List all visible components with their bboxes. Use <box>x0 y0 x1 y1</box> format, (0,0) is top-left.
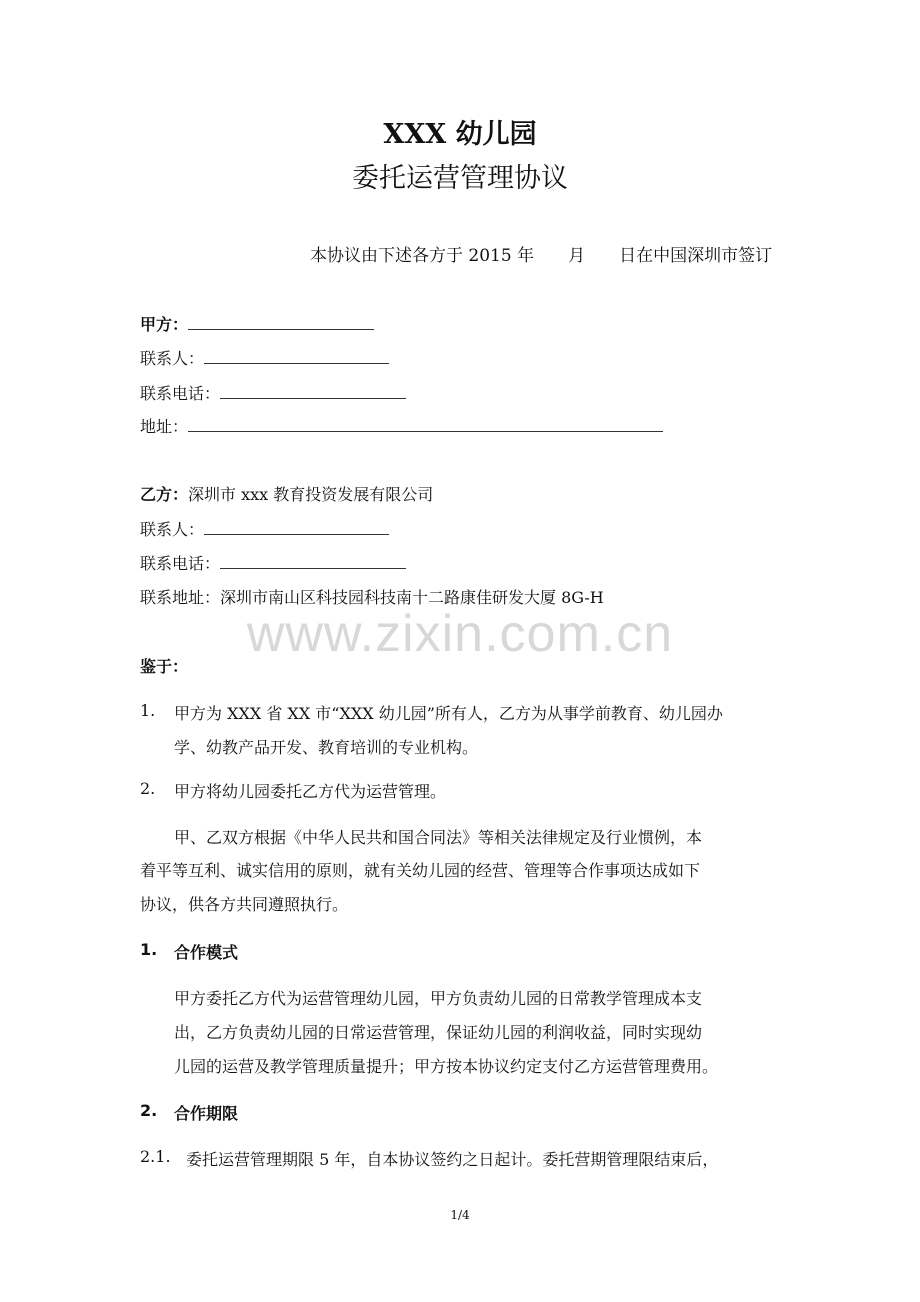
section-1-num: 1. <box>140 940 158 959</box>
party-b-line <box>140 482 433 505</box>
party-a-phone-line <box>140 381 406 404</box>
party-a-line <box>140 312 374 335</box>
party-a-address-blank[interactable] <box>188 417 663 432</box>
party-a-contact-line <box>140 346 389 369</box>
party-a-contact-blank[interactable] <box>204 349 389 364</box>
party-a-name-blank[interactable] <box>188 315 374 330</box>
party-b-label: 乙方： <box>140 485 189 504</box>
party-b-address: 深圳市南山区科技园科技南十二路康佳研发大厦 8G-H <box>220 588 604 607</box>
whereas-heading: 鉴于： <box>140 657 189 676</box>
party-a-address-line <box>140 414 663 437</box>
party-b-contact-blank[interactable] <box>204 520 389 535</box>
party-a-phone-label: 联系电话： <box>140 384 221 403</box>
party-b-name: 深圳市 xxx 教育投资发展有限公司 <box>188 485 434 504</box>
party-b-contact-label: 联系人： <box>140 520 205 539</box>
watermark: www.zixin.com.cn <box>246 605 674 663</box>
party-b-phone-label: 联系电话： <box>140 554 221 573</box>
signing-month: 月 <box>568 246 586 266</box>
section-2-item-1-text: 委托运营管理期限 5 年，自本协议签约之日起计。委托营期管理限结束后， <box>186 1150 719 1169</box>
section-1-line-2: 出，乙方负责幼儿园的日常运营管理，保证幼儿园的利润收益，同时实现幼 <box>174 1023 703 1042</box>
section-1-heading: 合作模式 <box>174 943 239 962</box>
whereas-paragraph-line-2: 着平等互利、诚实信用的原则，就有关幼儿园的经营、管理等合作事项达成如下 <box>140 861 701 880</box>
signing-statement <box>310 241 772 266</box>
whereas-item-2-num: 2. <box>140 779 156 798</box>
document-title: XXX 幼儿园 <box>383 119 537 150</box>
document-subtitle: 委托运营管理协议 <box>352 163 568 194</box>
party-b-contact-line <box>140 517 389 540</box>
whereas-paragraph-line-1: 甲、乙双方根据《中华人民共和国合同法》等相关法律规定及行业惯例，本 <box>174 828 703 847</box>
party-b-address-label: 联系地址： <box>140 588 221 607</box>
section-2-num: 2. <box>140 1101 158 1120</box>
party-b-phone-blank[interactable] <box>220 554 406 569</box>
signing-part1: 本协议由下述各方于 2015 年 <box>310 246 535 266</box>
party-a-address-label: 地址： <box>140 417 189 436</box>
section-2-heading: 合作期限 <box>174 1104 239 1123</box>
party-a-phone-blank[interactable] <box>220 384 406 399</box>
section-1-line-1: 甲方委托乙方代为运营管理幼儿园，甲方负责幼儿园的日常教学管理成本支 <box>174 989 703 1008</box>
whereas-item-1-line1: 甲方为 XXX 省 XX 市“XXX 幼儿园”所有人，乙方为从事学前教育、幼儿园办 <box>174 704 723 723</box>
section-1-line-3: 儿园的运营及教学管理质量提升；甲方按本协议约定支付乙方运营管理费用。 <box>174 1057 719 1076</box>
signing-part2: 日在中国深圳市签订 <box>619 246 773 266</box>
whereas-item-1-num: 1. <box>140 701 156 720</box>
whereas-item-2-line1: 甲方将幼儿园委托乙方代为运营管理。 <box>174 782 447 801</box>
whereas-paragraph-line-3: 协议，供各方共同遵照执行。 <box>140 895 349 914</box>
party-a-contact-label: 联系人： <box>140 349 205 368</box>
whereas-item-1-line2: 学、幼教产品开发、教育培训的专业机构。 <box>174 738 479 757</box>
party-b-phone-line <box>140 551 406 574</box>
party-a-label: 甲方： <box>140 315 189 334</box>
page-number: 1/4 <box>450 1208 470 1222</box>
section-2-item-1-num: 2.1. <box>140 1147 171 1166</box>
